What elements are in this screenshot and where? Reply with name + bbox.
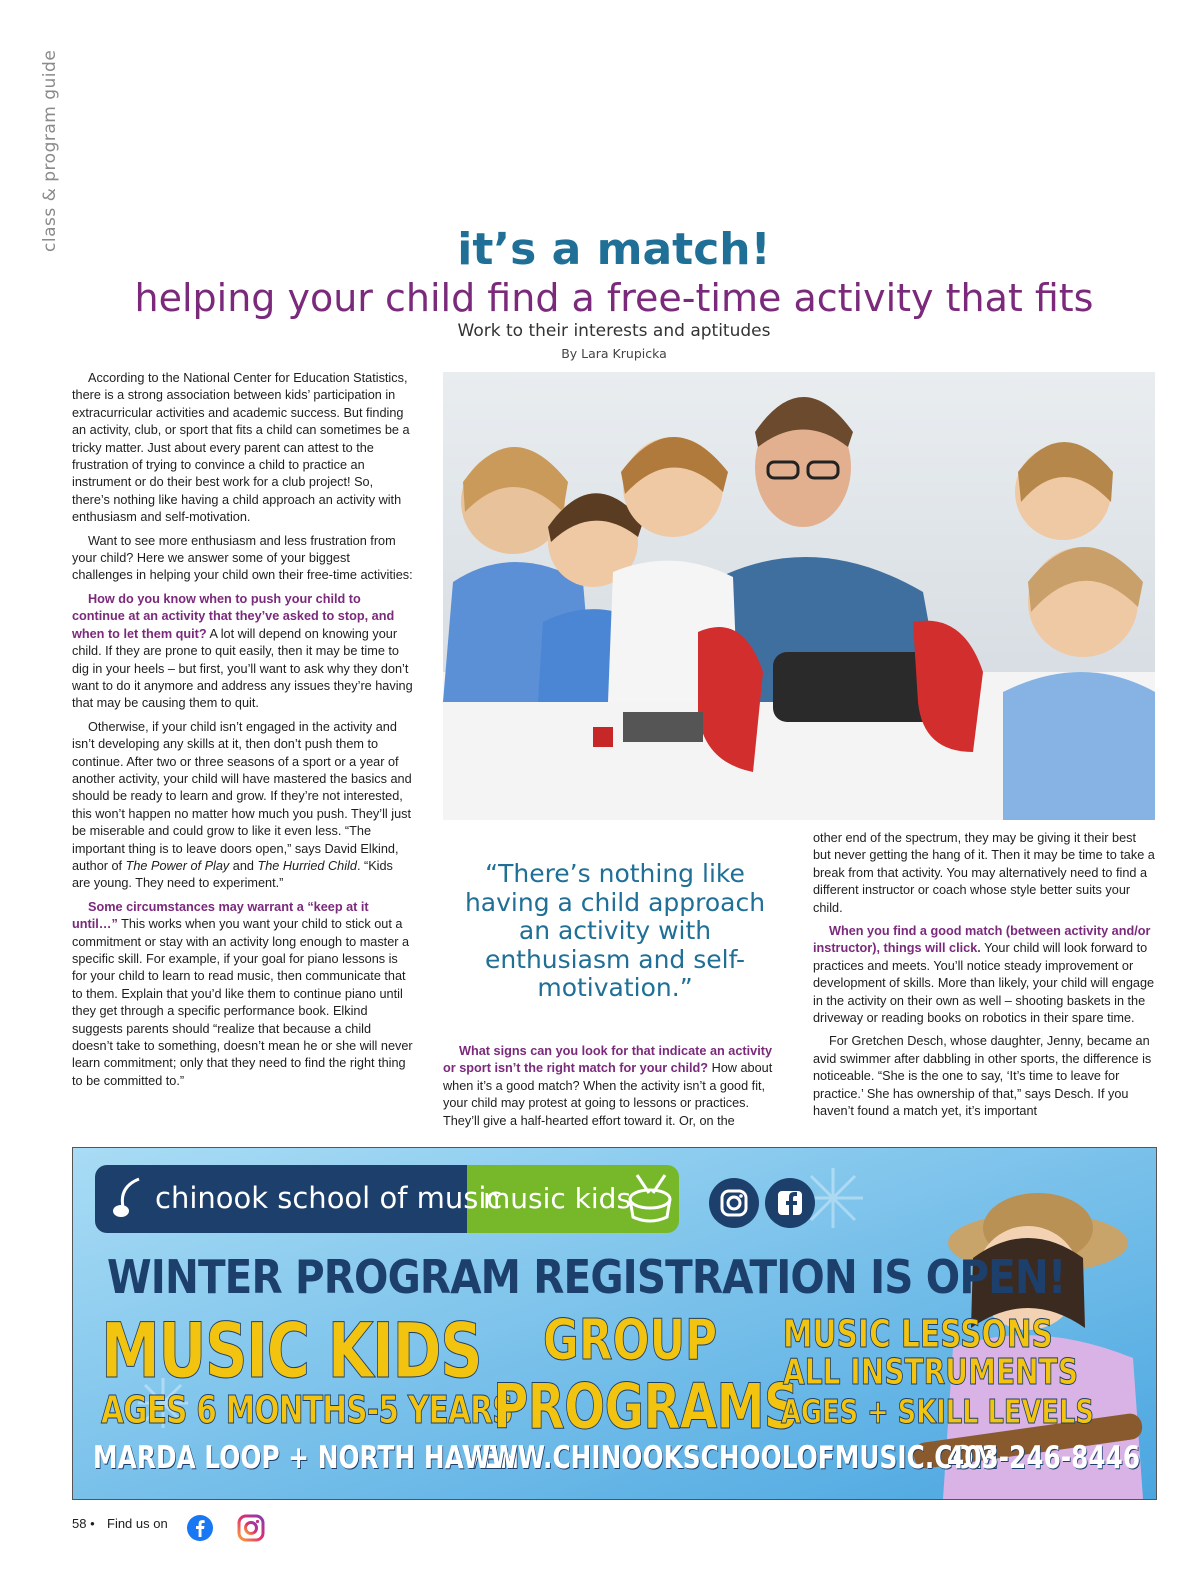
ad-ages-skill: AGES + SKILL LEVELS <box>781 1392 1094 1431</box>
ad-group: GROUP <box>543 1308 718 1373</box>
paragraph-text: Otherwise, if your child isn’t engaged in the activity and isn’t developing any skills at it, then don’t push them to continue. After two or three seasons of a sport or a year of another activity, your child will have mastered the basics and should be ready to learn and grow. If they’re not interested, this won’t happen no matter how much you push. They’ll just be miserable and could grow to like it even less. “The important thing is to leave doors open,” says David Elkind, author of <box>72 719 412 873</box>
ad-headline: WINTER PROGRAM REGISTRATION IS OPEN! <box>107 1250 1066 1304</box>
question-heading: What signs can you look for that indicate an activity or sport isn’t the right match for your child? <box>443 1044 773 1076</box>
question-heading: Some circumstances may warrant a “keep at it until…” <box>72 899 369 932</box>
instagram-icon[interactable] <box>237 1514 265 1542</box>
paragraph: other end of the spectrum, they may be giving it their best but never getting the hang of it. Then it may be time to take a break from that activity. You may alternatively need to find a different instructor or coach whose style better suits your child. <box>813 831 1155 915</box>
article-byline: By Lara Krupicka <box>561 346 667 361</box>
article-column-3 <box>813 830 1156 1127</box>
question-heading: When you find a good match (between activity and/or instructor), things will click. <box>813 924 1151 956</box>
article-headline: helping your child find a free-time activity that fits <box>134 276 1094 320</box>
article-subhead: Work to their interests and aptitudes <box>457 321 771 341</box>
paragraph-text: . “Kids are young. They need to experiment.” <box>72 858 393 891</box>
paragraph <box>72 591 414 713</box>
article-column-2 <box>443 1043 788 1136</box>
paragraph-text: and <box>229 858 258 873</box>
paragraph <box>72 719 414 893</box>
paragraph <box>813 923 1156 1027</box>
ad-locations: MARDA LOOP + NORTH HAVEN <box>93 1440 519 1476</box>
section-label: class & program guide <box>40 49 60 252</box>
page-number: 58 • <box>72 1516 95 1531</box>
facebook-icon[interactable] <box>765 1178 815 1228</box>
answer-text: This works when you want your child to stick out a commitment or stay with an activity long enough to master a specific skill. For example, if your goal for piano lessons is for your child to learn to read music, then communicate that to them. Explain that you’d like them to continue piano until they get through a specific performance book. Elkind suggests parents should “realize that because a child doesn’t take to something, doesn’t mean he or she will never learn commitment; only that they need to find the right thing to be committed to.” <box>72 917 413 1088</box>
ad-music-kids: MUSIC KIDS <box>101 1306 482 1395</box>
answer-text: Your child will look forward to practices and meets. You’ll notice steady improvement or development of skills. More than likely, your child will engage in the activity on their own as well – shooting baskets in the driveway or reading books on robotics in their spare time. <box>813 941 1155 1026</box>
instagram-icon[interactable] <box>709 1178 759 1228</box>
article-title: it’s a match! <box>457 224 771 275</box>
paragraph: For Gretchen Desch, whose daughter, Jenny, became an avid swimmer after dabbling in other sports, the difference is noticeable. “She is the one to say, ‘It’s time to leave for practice.’ She has ownership of that,” says Desch. If you haven’t found a match yet, it’s important <box>813 1034 1152 1119</box>
facebook-icon[interactable] <box>186 1514 214 1542</box>
answer-text: A lot will depend on knowing your child. If they are prone to quit easily, then it may be time to dig in your heels – but first, you’ll want to ask why they don’t want to do it anymore and address any issues they’re having that may be causing them to quit. <box>72 626 413 711</box>
pull-quote: “There’s nothing like having a child approach an activity with enthusiasm and self-motivation.” <box>464 859 766 1002</box>
find-us-label: Find us on <box>107 1516 168 1531</box>
ad-website-link[interactable]: WWW.CHINOOKSCHOOLOFMUSIC.COM <box>463 1440 999 1476</box>
paragraph: Want to see more enthusiasm and less frustration from your child? Here we answer some of your biggest challenges in helping your child own their free-time activities: <box>72 533 413 583</box>
ad-phone[interactable]: 403-246-8446 <box>947 1440 1141 1476</box>
question-heading: How do you know when to push your child to continue at an activity that they’ve asked to stop, and when to let them quit? <box>72 591 395 641</box>
article-column-1 <box>72 370 414 1096</box>
book-title: The Power of Play <box>125 858 230 873</box>
ad-programs: PROGRAMS <box>493 1370 798 1443</box>
ad-ages: AGES 6 MONTHS-5 YEARS <box>101 1388 513 1432</box>
brand-name: chinook school of music <box>155 1181 503 1215</box>
ad-music-lessons: MUSIC LESSONS <box>783 1312 1053 1356</box>
article-photo <box>443 372 1155 820</box>
music-school-ad[interactable] <box>72 1147 1157 1500</box>
ad-all-instruments: ALL INSTRUMENTS <box>783 1352 1079 1393</box>
paragraph <box>72 899 414 1090</box>
music-note-icon <box>109 1177 153 1223</box>
paragraph: According to the National Center for Education Statistics, there is a strong association between kids’ participation in extracurricular activities and academic success. But finding an activity, club, or sport that fits a child can sometimes be a tricky matter. Just about every parent can attest to the frustration of trying to convince a child to practice an instrument or do their best work for a club project! So, there’s nothing like having a child approach an activity with enthusiasm and self-motivation. <box>72 371 410 525</box>
sub-brand-name: music kids <box>483 1182 632 1215</box>
photo-illustration <box>443 372 1155 820</box>
book-title: The Hurried Child <box>257 858 357 873</box>
drum-icon <box>625 1173 675 1225</box>
answer-text: How about when it’s a good match? When the activity isn’t a good fit, your child may protest at going to lessons or practices. They’ll give a half-hearted effort toward it. Or, on the <box>443 1061 773 1128</box>
paragraph <box>443 1043 788 1130</box>
ad-logo[interactable] <box>95 1165 685 1233</box>
